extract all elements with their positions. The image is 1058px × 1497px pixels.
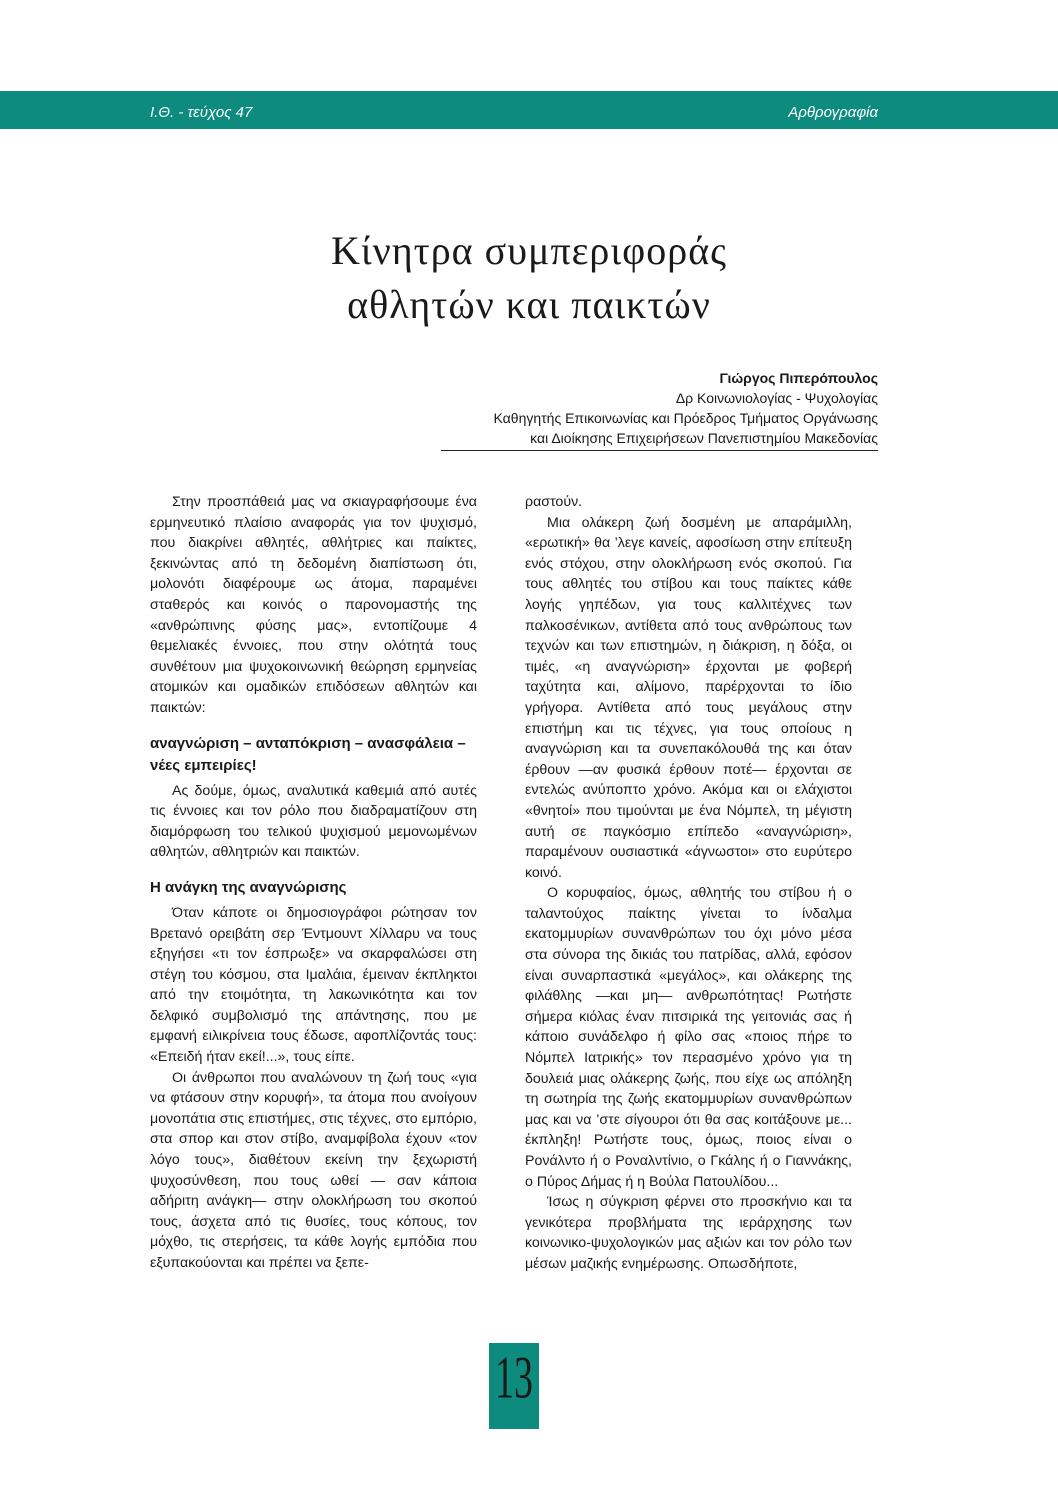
title-line-1: Κίνητρα συμπεριφοράς: [330, 228, 727, 273]
section-heading: αναγνώριση – ανταπόκριση – ανασφάλεια – νέες εμπειρίες!: [150, 734, 466, 774]
paragraph: ραστούν.: [525, 494, 583, 510]
left-column: [150, 492, 477, 1274]
paragraph: Όταν κάποτε οι δημοσιογράφοι ρώτησαν τον Βρετανό ορειβάτη σερ Έντμουντ Χίλλαρυ να τους εξηγήσει «τι τον έσπρωξε» να σκαρφαλώσει στη στέγη του κόσμου, στα Ιμαλάια, έμειναν έκπληκτοι από την ετοιμότητα, τη λακωνικότητα και τον δελφικό συμβολισμό της απάντησης, που με εμφανή ειλικρίνεια τους έδωσε, αφοπλίζοντάς τους: «Επειδή ήταν εκεί!...», τους είπε.: [150, 904, 477, 1066]
author-divider: [441, 450, 878, 451]
paragraph: Ας δούμε, όμως, αναλυτικά καθεμιά από αυτές τις έννοιες και τον ρόλο που διαδραματίζουν στη διαμόρφωση του τελικού ψυχισμού μεμονωμένων αθλητών, αθλητριών και παικτών.: [150, 782, 477, 861]
page-number: 13: [495, 1344, 533, 1412]
issue-label: Ι.Θ. - τεύχος 47: [150, 104, 253, 121]
author-degree: Δρ Κοινωνιολογίας - Ψυχολογίας: [675, 390, 878, 406]
paragraph: Στην προσπάθειά μας να σκιαγραφήσουμε ένα ερμηνευτικό πλαίσιο αναφοράς για τον ψυχισμό, που διακρίνει αθλητές, αθλήτριες και παίκτες, ξεκινώντας από τη δεδομένη διαπίστωση ότι, μολονότι διαφέρουμε ως άτομα, παραμένει σταθερός και κοινός ο παρονομαστής της «ανθρώπινης φύσης μας», εντοπίζουμε 4 θεμελιακές έννοιες, που στην ολότητά τους συνθέτουν μια ψυχοκοινωνική θεώρηση ερμηνείας ατομικών και ομαδικών επιδόσεων αθλητών και παικτών:: [150, 494, 477, 716]
article-title: [180, 224, 878, 332]
author-position: Καθηγητής Επικοινωνίας και Πρόεδρος Τμήματος Οργάνωσης: [493, 410, 878, 426]
section-heading: Η ανάγκη της αναγνώρισης: [150, 878, 347, 896]
paragraph: Ίσως η σύγκριση φέρνει στο προσκήνιο και τα γενικότερα προβλήματα της ιεράρχησης των κοινωνικο-ψυχολογικών μας αξιών και τον ρόλο των μέσων μαζικής ενημέρωσης. Οπωσδήποτε,: [525, 1194, 852, 1272]
section-label: Αρθρογραφία: [788, 104, 878, 121]
paragraph: Μια ολάκερη ζωή δοσμένη με απαράμιλλη, «ερωτική» θα ’λεγε κανείς, αφοσίωση στην επίτευξη ενός στόχου, στην ολοκλήρωση ενός σκοπού. Για τους αθλητές του στίβου και τους παίκτες κάθε λογής γηπέδων, για τους καλλιτέχνες των παλκοσένικων, αντίθετα από τους ανθρώπους των τεχνών και των επιστημών, η διάκριση, η δόξα, οι τιμές, «η αναγνώριση» έρχονται με φοβερή ταχύτητα και, αλίμονο, παρέρχονται το ίδιο γρήγορα. Αντίθετα από τους μεγάλους στην επιστήμη και τις τέχνες, για τους οποίους η αναγνώριση και τα συνεπακόλουθά της και όταν έρθουν —αν φυσικά έρθουν ποτέ— έρχονται σε εντελώς ανύποπτο χρόνο. Ακόμα και οι ελάχιστοι «θνητοί» που τιμούνται με ένα Νόμπελ, τη μέγιστη αυτή σε παγκόσμιο επίπεδο «αναγνώριση», παραμένουν ουσιαστικά «άγνωστοι» στο ευρύτερο κοινό.: [525, 514, 852, 881]
title-line-2: αθλητών και παικτών: [347, 282, 711, 327]
right-column: [525, 492, 852, 1275]
author-block: [494, 368, 878, 448]
paragraph: Οι άνθρωποι που αναλώνουν τη ζωή τους «για να φτάσουν στην κορυφή», τα άτομα που ανοίγουν μονοπάτια στις επιστήμες, στις τέχνες, στο εμπόριο, στα σπορ και στον στίβο, αναμφίβολα έχουν «τον λόγο τους», διαθέτουν εκείνη την ξεχωριστή ψυχοσύνθεση, που τους ωθεί — σαν κάποια αδήριτη ανάγκη— στην ολοκλήρωση του σκοπού τους, άσχετα από τις θυσίες, τους κόπους, τον μόχθο, τις στερήσεις, τα κάθε λογής εμπόδια που εξυπακούονται και πρέπει να ξεπε-: [150, 1069, 477, 1271]
paragraph: Ο κορυφαίος, όμως, αθλητής του στίβου ή ο ταλαντούχος παίκτης γίνεται το ίνδαλμα εκατομμυρίων συνανθρώπων του όχι μόνο μέσα στα σύνορα της δικιάς του πατρίδας, αλλά, εφόσον είναι συναρπαστικά «μεγάλος», και ολάκερης της φιλάθλης —και μη— ανθρωπότητας! Ρωτήστε σήμερα κιόλας έναν πιτσιρικά της γειτονιάς σας ή κάποιο συνάδελφο ή φίλο σας «ποιος πήρε το Νόμπελ Ιατρικής» τον περασμένο χρόνο για τη δουλειά μιας ολάκερης ζωής, που είχε ως απόληξη τη σωτηρία της ζωής εκατομμυρίων συνανθρώπων μας και να ’στε σίγουροι ότι θα σας κοιτάξουνε με... έκπληξη! Ρωτήστε τους, όμως, ποιος είναι ο Ρονάλντο ή ο Ροναλντίνιο, ο Γκάλης ή ο Γιαννάκης, ο Πύρος Δήμας ή η Βούλα Πατουλίδου...: [525, 885, 852, 1190]
author-affiliation: και Διοίκησης Επιχειρήσεων Πανεπιστημίου Μακεδονίας: [530, 430, 878, 446]
author-name: Γιώργος Πιπερόπουλος: [719, 370, 878, 386]
